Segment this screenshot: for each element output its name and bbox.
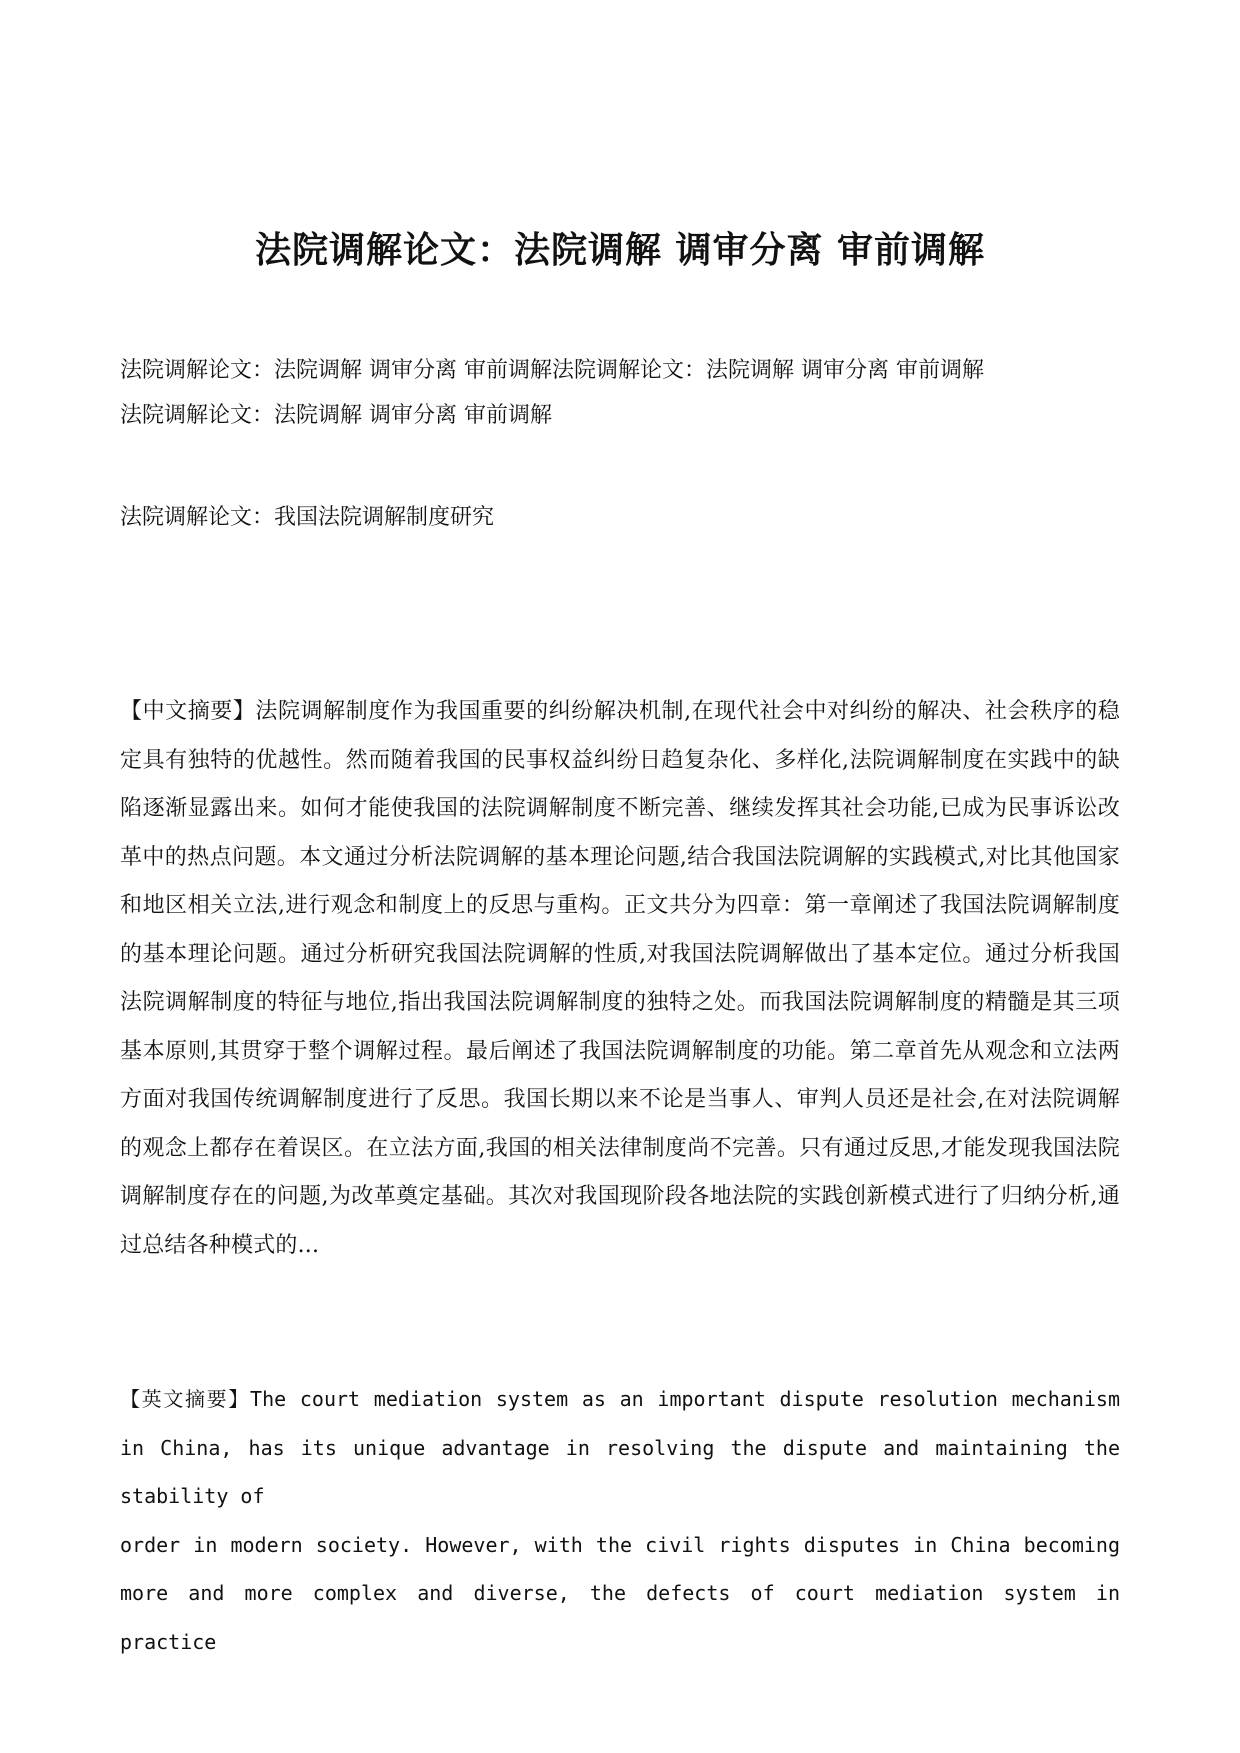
english-abstract-paragraph-2: order in modern society. However, with the civil rights disputes in China becoming more and more complex and diverse, the defects of court mediation system in practice [120, 1532, 1120, 1654]
chinese-abstract [120, 688, 1120, 1270]
document-page [120, 0, 1120, 1753]
keywords-line: 法院调解论文：法院调解 调审分离 审前调解法院调解论文：法院调解 调审分离 审前调解 [120, 358, 984, 383]
document-title: 法院调解论文：法院调解 调审分离 审前调解 [254, 229, 986, 271]
english-abstract-paragraph-1 [120, 1375, 1120, 1521]
keywords-block [120, 348, 1120, 438]
keywords-line: 法院调解论文：法院调解 调审分离 审前调解 [120, 403, 552, 428]
english-abstract-label: 【英文摘要】 [120, 1387, 251, 1411]
chinese-abstract-label: 【中文摘要】 [120, 699, 256, 724]
chinese-abstract-text: 法院调解制度作为我国重要的纠纷解决机制,在现代社会中对纠纷的解决、社会秩序的稳定具有独特的优越性。然而随着我国的民事权益纠纷日趋复杂化、多样化,法院调解制度在实践中的缺陷逐渐显露出来。如何才能使我国的法院调解制度不断完善、继续发挥其社会功能,已成为民事诉讼改革中的热点问题。本文通过分析法院调解的基本理论问题,结合我国法院调解的实践模式,对比其他国家和地区相关立法,进行观念和制度上的反思与重构。正文共分为四章：第一章阐述了我国法院调解制度的基本理论问题。通过分析研究我国法院调解的性质,对我国法院调解做出了基本定位。通过分析我国法院调解制度的特征与地位,指出我国法院调解制度的独特之处。而我国法院调解制度的精髓是其三项基本原则,其贯穿于整个调解过程。最后阐述了我国法院调解制度的功能。第二章首先从观念和立法两方面对我国传统调解制度进行了反思。我国长期以来不论是当事人、审判人员还是社会,在对法院调解的观念上都存在着误区。在立法方面,我国的相关法律制度尚不完善。只有通过反思,才能发现我国法院调解制度存在的问题,为改革奠定基础。其次对我国现阶段各地法院的实践创新模式进行了归纳分析,通过总结各种模式的... [120, 699, 1121, 1258]
document-subtitle: 法院调解论文：我国法院调解制度研究 [120, 505, 495, 530]
english-abstract-text: The court mediation system as an important dispute resolution mechanism in China, has its unique advantage in resolving the dispute and maintaining the stability of [120, 1387, 1120, 1508]
english-abstract [120, 1375, 1120, 1666]
